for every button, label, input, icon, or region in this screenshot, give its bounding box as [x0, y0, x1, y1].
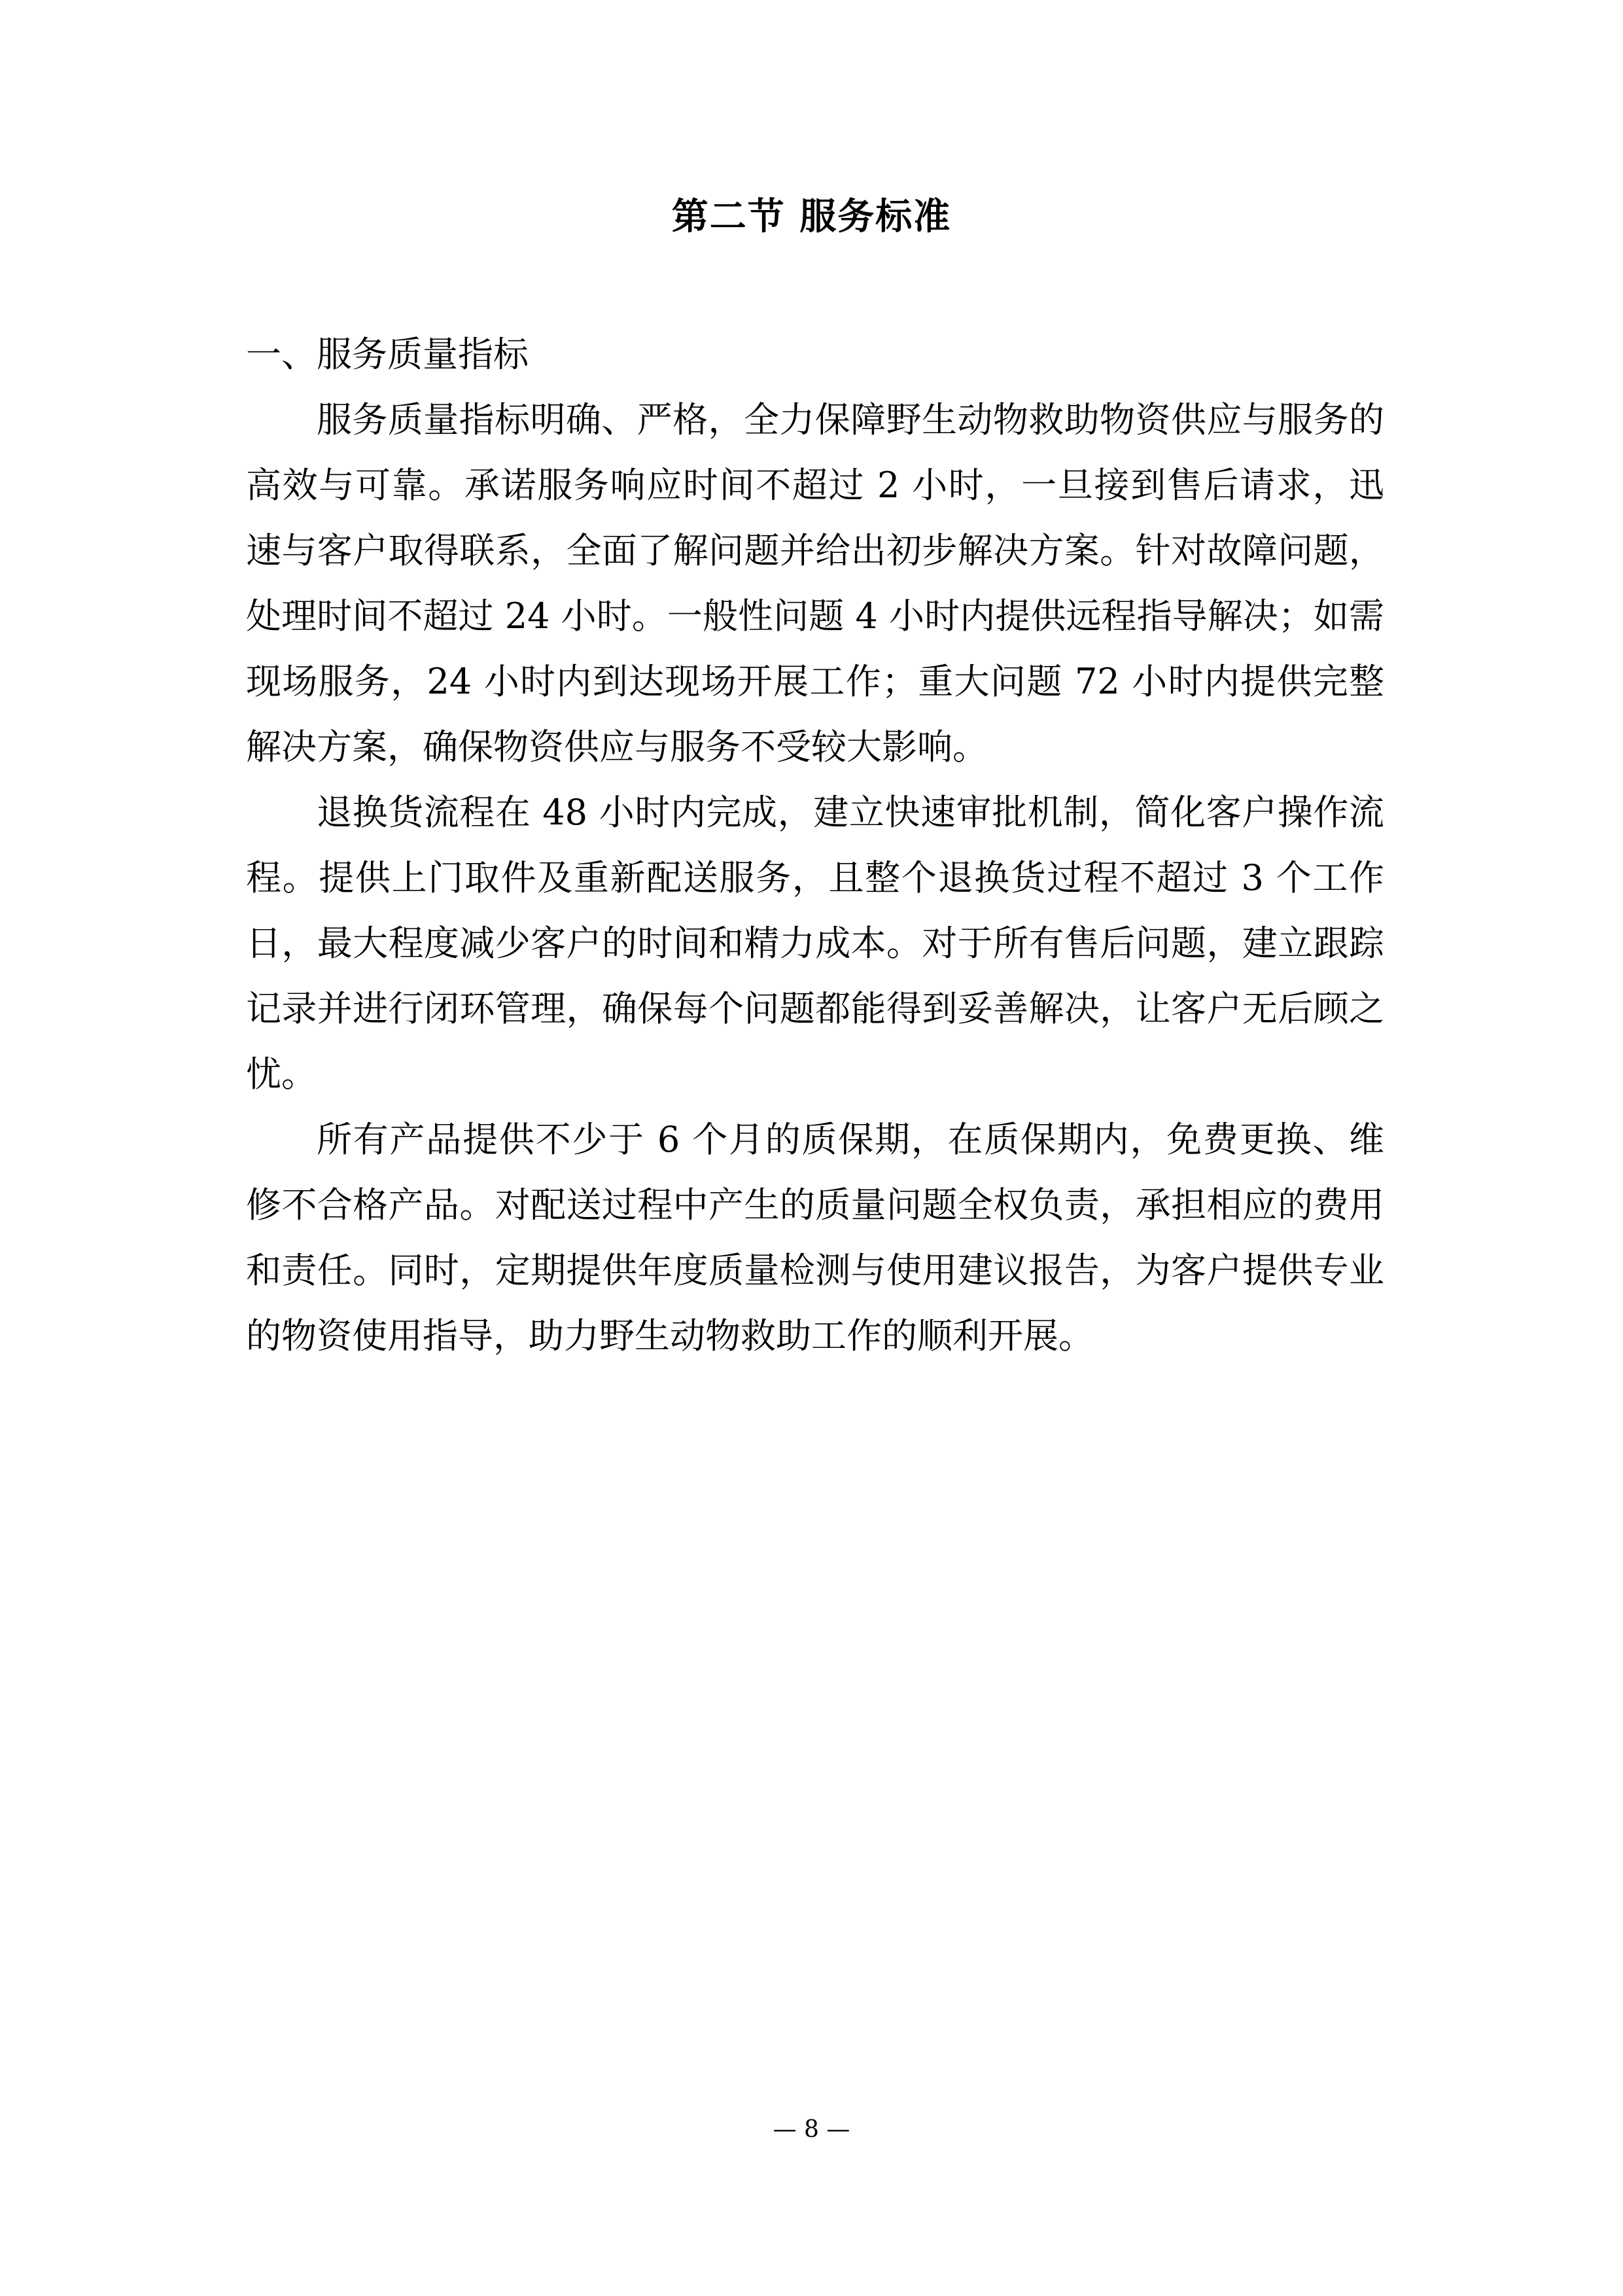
- document-body: [246, 322, 1384, 1369]
- subsection-heading: 一、服务质量指标: [246, 334, 529, 375]
- section-title: 第二节 服务标准: [671, 196, 952, 238]
- paragraph-service-response: 服务质量指标明确、严格，全力保障野生动物救助物资供应与服务的高效与可靠。承诺服务响应时间不超过 2 小时，一旦接到售后请求，迅速与客户取得联系，全面了解问题并给出初步解决方案。针对故障问题，处理时间不超过 24 小时。一般性问题 4 小时内提供远程指导解决；如需现场服务，24 小时内到达现场开展工作；重大问题 72 小时内提供完整解决方案，确保物资供应与服务不受较大影响。: [246, 399, 1384, 768]
- paragraph-warranty: 所有产品提供不少于 6 个月的质保期，在质保期内，免费更换、维修不合格产品。对配送过程中产生的质量问题全权负责，承担相应的费用和责任。同时，定期提供年度质量检测与使用建议报告，为客户提供专业的物资使用指导，助力野生动物救助工作的顺利开展。: [246, 1119, 1384, 1356]
- page-number: — 8 —: [773, 2116, 850, 2143]
- paragraph-returns-exchange: 退换货流程在 48 小时内完成，建立快速审批机制，简化客户操作流程。提供上门取件及重新配送服务，且整个退换货过程不超过 3 个工作日，最大程度减少客户的时间和精力成本。对于所有售后问题，建立跟踪记录并进行闭环管理，确保每个问题都能得到妥善解决，让客户无后顾之忧。: [246, 792, 1384, 1095]
